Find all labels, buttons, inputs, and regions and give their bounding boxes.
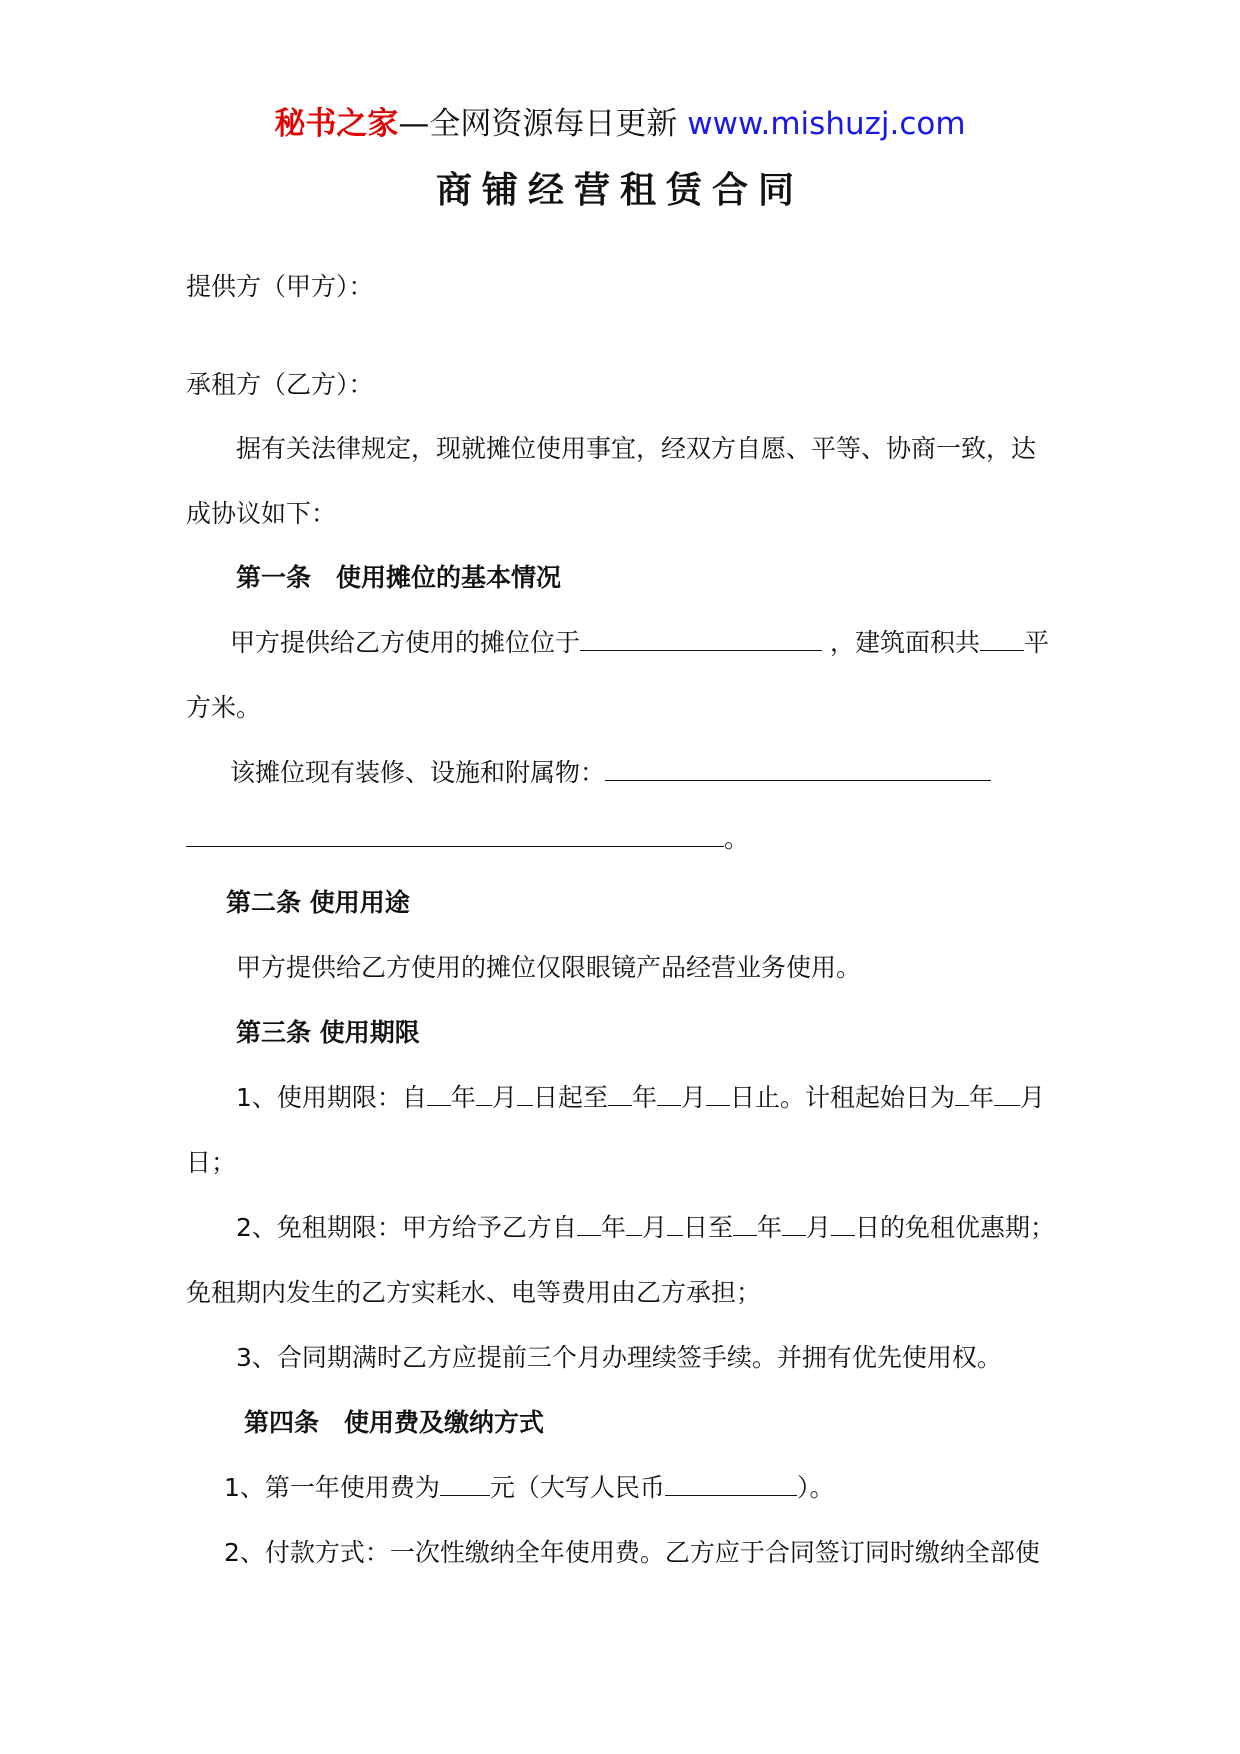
- month-label: 月: [1020, 1083, 1046, 1112]
- free-start-day-blank[interactable]: [667, 1213, 683, 1236]
- rent-month-blank[interactable]: [994, 1083, 1020, 1106]
- article4-heading: 第四条 使用费及缴纳方式: [244, 1408, 545, 1437]
- lessee-line: 承租方（乙方）：: [186, 370, 374, 399]
- article4-item2: 2、付款方式：一次性缴纳全年使用费。乙方应于合同签订同时缴纳全部使: [224, 1538, 1040, 1567]
- facilities-blank-cont[interactable]: [186, 846, 724, 847]
- fee-amount-blank[interactable]: [440, 1473, 490, 1496]
- facilities-end: 。: [724, 824, 750, 853]
- intro-line-1: 据有关法律规定，现就摊位使用事宜，经双方自愿、平等、协商一致，达: [236, 434, 1037, 463]
- header-separator: —: [398, 106, 430, 142]
- location-prefix: 甲方提供给乙方使用的摊位位于: [230, 628, 581, 657]
- rent-free-label: 2、免租期限：甲方给予乙方自: [236, 1213, 577, 1242]
- article2-heading: 第二条 使用用途: [226, 888, 410, 917]
- location-suffix: 平: [1023, 628, 1049, 657]
- month-label: 月: [805, 1213, 831, 1242]
- end-month-blank[interactable]: [657, 1083, 681, 1106]
- year-label: 年: [450, 1083, 476, 1112]
- area-blank[interactable]: [980, 628, 1024, 651]
- article4-item1-line: [224, 1473, 834, 1503]
- article1-heading: 第一条 使用摊位的基本情况: [236, 563, 562, 592]
- month-label: 月: [641, 1213, 667, 1242]
- year-label: 年: [969, 1083, 995, 1112]
- location-mid: ，建筑面积共: [829, 628, 980, 657]
- article3-item2-line: [236, 1213, 1055, 1243]
- article1-facilities-line: [230, 758, 991, 788]
- site-header: [0, 106, 1240, 142]
- start-month-blank[interactable]: [476, 1083, 492, 1106]
- article1-location-line: [230, 628, 1049, 658]
- year-label: 年: [631, 1083, 657, 1112]
- year-label: 年: [756, 1213, 782, 1242]
- start-year-blank[interactable]: [427, 1083, 451, 1106]
- end-day-blank[interactable]: [706, 1083, 730, 1106]
- location-blank[interactable]: [580, 628, 822, 651]
- article3-heading: 第三条 使用期限: [236, 1018, 420, 1047]
- header-slogan: 全网资源每日更新: [429, 106, 678, 142]
- day-to-label: 日起至: [532, 1083, 608, 1112]
- end-year-blank[interactable]: [608, 1083, 632, 1106]
- article3-item1-cont: 日；: [186, 1148, 237, 1177]
- free-end-year-blank[interactable]: [733, 1213, 757, 1236]
- facilities-blank[interactable]: [605, 758, 991, 781]
- rent-start-label: 日止。计租起始日为: [730, 1083, 956, 1112]
- document-title: 商铺经营租赁合同: [435, 170, 804, 211]
- day-to-label: 日至: [682, 1213, 733, 1242]
- article2-body: 甲方提供给乙方使用的摊位仅限眼镜产品经营业务使用。: [236, 953, 862, 982]
- free-start-month-blank[interactable]: [626, 1213, 642, 1236]
- article3-item1-line: [236, 1083, 1045, 1113]
- start-day-blank[interactable]: [517, 1083, 533, 1106]
- site-url-link[interactable]: www.mishuzj.com: [687, 106, 966, 142]
- term-label: 1、使用期限：自: [236, 1083, 427, 1112]
- free-start-year-blank[interactable]: [577, 1213, 601, 1236]
- fee-label: 1、第一年使用费为: [224, 1473, 440, 1502]
- article1-location-cont: 方米。: [186, 693, 262, 722]
- brand-name: 秘书之家: [274, 106, 399, 142]
- facilities-label: 该摊位现有装修、设施和附属物：: [230, 758, 606, 787]
- year-label: 年: [600, 1213, 626, 1242]
- month-label: 月: [680, 1083, 706, 1112]
- fee-capital-blank[interactable]: [665, 1473, 797, 1496]
- rent-free-end-label: 日的免租优惠期；: [855, 1213, 1056, 1242]
- month-label: 月: [491, 1083, 517, 1112]
- fee-capital-label: 元（大写人民币: [489, 1473, 665, 1502]
- free-end-month-blank[interactable]: [782, 1213, 806, 1236]
- lessor-line: 提供方（甲方）：: [186, 272, 374, 301]
- free-end-day-blank[interactable]: [831, 1213, 855, 1236]
- fee-end: ）。: [796, 1473, 835, 1502]
- article3-item3: 3、合同期满时乙方应提前三个月办理续签手续。并拥有优先使用权。: [236, 1343, 1002, 1372]
- rent-year-blank[interactable]: [955, 1083, 969, 1106]
- article3-item2-cont: 免租期内发生的乙方实耗水、电等费用由乙方承担；: [186, 1278, 762, 1307]
- intro-line-2: 成协议如下：: [186, 499, 337, 528]
